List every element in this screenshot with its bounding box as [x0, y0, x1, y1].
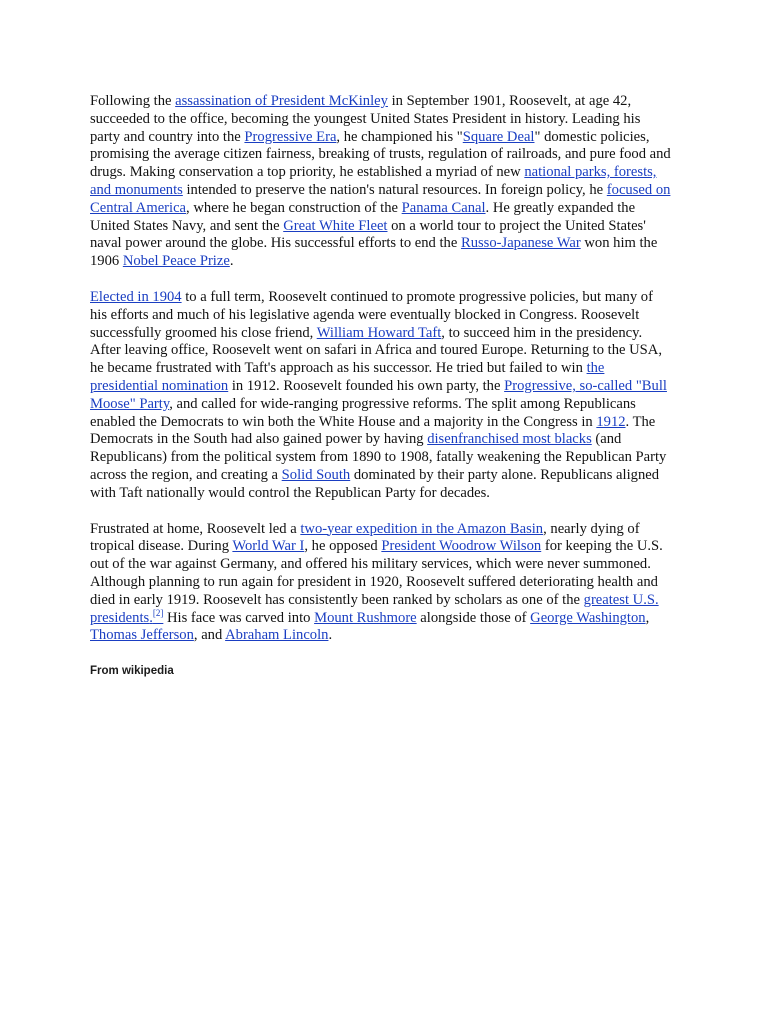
- article-text: to a full term, Roosevelt continued to promote progressive policies, but many of his efforts and much of his legislative agenda were eventually blocked in Congress. Roosevelt successfully groomed his close friend,: [90, 288, 653, 341]
- article-page: [90, 93, 672, 681]
- article-link[interactable]: focused on Central America: [90, 181, 671, 216]
- article-text: on a world tour to project the United States' naval power around the globe. His successful efforts to end the: [90, 217, 646, 252]
- article-link[interactable]: Panama Canal: [401, 199, 486, 216]
- article-link[interactable]: William Howard Taft: [316, 324, 442, 341]
- article-text: for keeping the U.S. out of the war against Germany, and offered his military services, which were never summoned. Although planning to run again for president in 1920, Roosevelt suffered deteriorating health and died in early 1919. Roosevelt has consistently been ranked by scholars as one of the: [90, 538, 663, 608]
- article-text: .: [328, 627, 333, 644]
- article-text: , to succeed him in the presidency. After leaving office, Roosevelt went on safari in Africa and toured Europe. Returning to the USA, he became frustrated with Taft's approach as his successor. He tried but failed to win: [90, 324, 662, 377]
- citation-link[interactable]: [152, 607, 164, 626]
- article-text: . The Democrats in the South had also gained power by having: [90, 413, 656, 448]
- article-text: alongside those of: [416, 609, 531, 626]
- article-text: ,: [645, 609, 650, 626]
- article-text: " domestic policies, promising the average citizen fairness, breaking of trusts, regulation of railroads, and pure food and drugs. Making conservation a top priority, he established a myriad of new: [90, 128, 671, 181]
- article-link[interactable]: Solid South: [281, 466, 351, 483]
- article-link[interactable]: .: [149, 609, 153, 626]
- article-text: Following the: [90, 93, 176, 109]
- citation-superscript: [2]: [152, 607, 164, 618]
- article-link[interactable]: two-year expedition in the Amazon Basin: [300, 520, 544, 537]
- article-link[interactable]: Russo-Japanese War: [460, 235, 581, 252]
- article-paragraph: [90, 93, 672, 271]
- article-link[interactable]: Progressive Era: [244, 128, 337, 145]
- article-link[interactable]: Abraham Lincoln: [225, 627, 329, 644]
- article-text: Frustrated at home, Roosevelt led a: [90, 520, 301, 537]
- source-caption: From wikipedia: [90, 665, 174, 678]
- article-text: won him the 1906: [90, 235, 658, 270]
- article-link[interactable]: disenfranchised most blacks: [427, 431, 592, 448]
- article-text: , and: [193, 627, 226, 644]
- article-link[interactable]: greatest U.S. presidents: [90, 591, 659, 626]
- article-text: intended to preserve the nation's natural resources. In foreign policy, he: [182, 181, 607, 198]
- article-text: in September 1901, Roosevelt, at age 42, succeeded to the office, becoming the youngest United States President in history. Leading his party and country into the: [90, 93, 641, 145]
- article-text: in 1912. Roosevelt founded his own party, the: [228, 377, 505, 394]
- article-link[interactable]: assassination of President McKinley: [175, 93, 388, 109]
- article-paragraph: [90, 289, 672, 503]
- article-link[interactable]: Square Deal: [462, 128, 535, 145]
- article-link[interactable]: World War I: [232, 538, 305, 555]
- article-text: .: [229, 253, 234, 270]
- article-body: [90, 93, 672, 645]
- article-link[interactable]: Great White Fleet: [283, 217, 388, 234]
- article-text: His face was carved into: [163, 609, 315, 626]
- article-paragraph: [90, 521, 672, 646]
- article-link[interactable]: Thomas Jefferson: [90, 627, 194, 644]
- article-link[interactable]: Mount Rushmore: [314, 609, 417, 626]
- article-link[interactable]: George Washington: [530, 609, 646, 626]
- article-link[interactable]: Elected in 1904: [90, 288, 182, 305]
- article-text: , nearly dying of tropical disease. During: [90, 520, 640, 555]
- article-text: , he opposed: [304, 538, 382, 555]
- article-text: , and called for wide-ranging progressive reforms. The split among Republicans enabled the Democrats to win both the White House and a majority in the Congress in: [90, 395, 636, 430]
- article-text: . He greatly expanded the United States Navy, and sent the: [90, 199, 636, 234]
- article-link[interactable]: national parks, forests, and monuments: [90, 164, 657, 198]
- article-link[interactable]: the presidential nomination: [90, 360, 605, 394]
- article-text: , where he began construction of the: [186, 199, 402, 216]
- article-link[interactable]: President Woodrow Wilson: [381, 538, 542, 555]
- article-text: , he championed his ": [336, 128, 463, 145]
- article-text: (and Republicans) from the political system from 1890 to 1908, fatally weakening the Republican Party across the region, and creating a: [90, 431, 667, 483]
- article-link[interactable]: Progressive, so-called "Bull Moose" Party: [90, 377, 667, 412]
- article-text: dominated by their party alone. Republicans aligned with Taft nationally would control the Republican Party for decades.: [90, 466, 660, 501]
- article-link[interactable]: 1912: [596, 413, 626, 430]
- article-link[interactable]: Nobel Peace Prize: [122, 253, 230, 270]
